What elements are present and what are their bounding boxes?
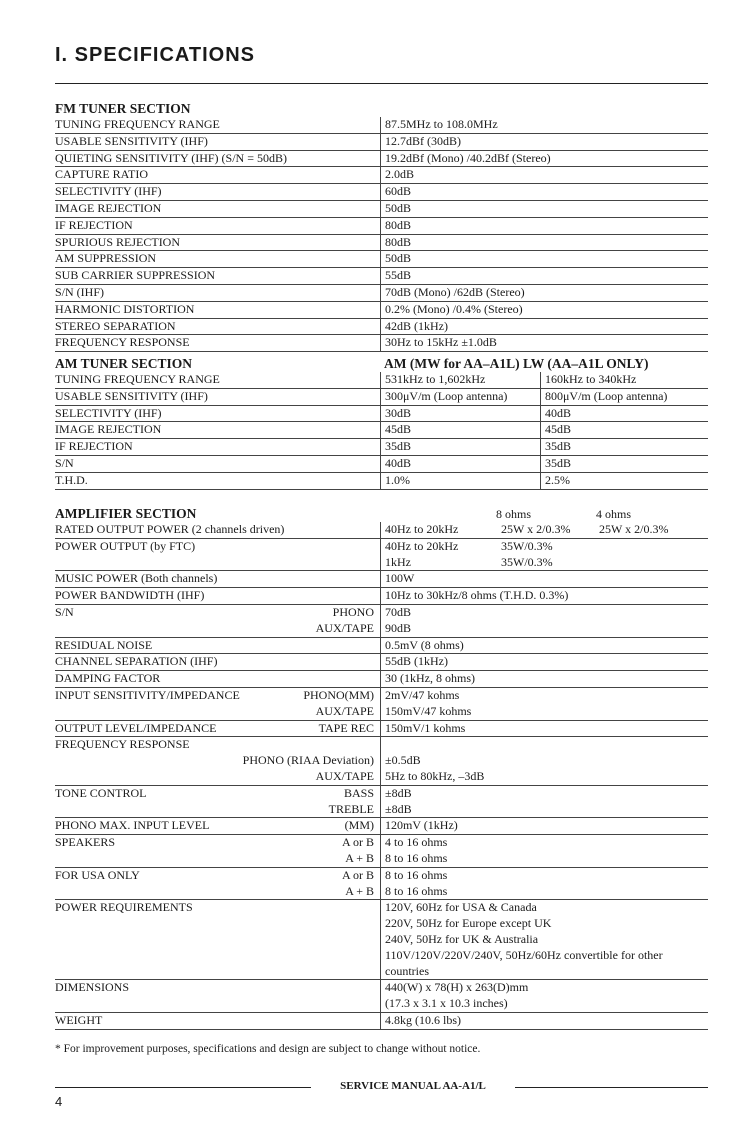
spec-label: FREQUENCY RESPONSE	[55, 335, 190, 350]
am-row	[55, 372, 708, 389]
am-row	[55, 406, 708, 423]
am-value: 300μV/m (Loop antenna)	[380, 389, 540, 405]
spec-value: 80dB	[380, 235, 708, 251]
spec-value: 70dB (Mono) /62dB (Stereo)	[380, 285, 708, 301]
lw-value: 2.5%	[540, 473, 708, 489]
row-output-level: OUTPUT LEVEL/IMPEDANCE TAPE REC 150mV/1 kohms	[55, 721, 708, 738]
spec-value: 42dB (1kHz)	[380, 319, 708, 335]
footer-rule-right	[515, 1087, 708, 1088]
fm-row	[55, 151, 708, 168]
spec-label: IMAGE REJECTION	[55, 200, 162, 215]
lw-value: 35dB	[540, 456, 708, 472]
fm-row	[55, 184, 708, 201]
col-8-ohms: 8 ohms	[496, 507, 532, 521]
amp-section-heading: AMPLIFIER SECTION	[55, 506, 197, 521]
spec-label: HARMONIC DISTORTION	[55, 301, 195, 316]
spec-label: SELECTIVITY (IHF)	[55, 184, 162, 199]
fm-row	[55, 268, 708, 285]
am-value: 1.0%	[380, 473, 540, 489]
spec-label: IF REJECTION	[55, 439, 133, 454]
am-value: 45dB	[380, 422, 540, 438]
spec-label: AM SUPPRESSION	[55, 251, 157, 266]
spec-value: 80dB	[380, 218, 708, 234]
row-power-bandwidth: POWER BANDWIDTH (IHF) 10Hz to 30kHz/8 ohms (T.H.D. 0.3%)	[55, 588, 708, 605]
spec-value: 2.0dB	[380, 167, 708, 183]
row-music-power: MUSIC POWER (Both channels) 100W	[55, 571, 708, 588]
row-speakers-aorb: SPEAKERS A or B 4 to 16 ohms	[55, 835, 708, 851]
spec-label: S/N (IHF)	[55, 284, 105, 299]
am-row	[55, 389, 708, 406]
row-channel-separation: CHANNEL SEPARATION (IHF) 55dB (1kHz)	[55, 654, 708, 671]
lw-value: 35dB	[540, 439, 708, 455]
fm-row	[55, 117, 708, 134]
fm-row	[55, 235, 708, 252]
fm-row	[55, 335, 708, 352]
spec-value: 50dB	[380, 201, 708, 217]
spec-label: SELECTIVITY (IHF)	[55, 405, 162, 420]
am-row	[55, 473, 708, 490]
fm-row	[55, 285, 708, 302]
row-tone-bass: TONE CONTROL BASS ±8dB	[55, 786, 708, 802]
am-value: 35dB	[380, 439, 540, 455]
title-divider	[55, 83, 708, 84]
page-title: I. SPECIFICATIONS	[55, 44, 255, 66]
row-tone-treble: TREBLE ±8dB	[55, 802, 708, 819]
lw-value: 800μV/m (Loop antenna)	[540, 389, 708, 405]
row-phono-max: PHONO MAX. INPUT LEVEL (MM) 120mV (1kHz)	[55, 818, 708, 835]
fm-row	[55, 134, 708, 151]
row-freq-response: FREQUENCY RESPONSE	[55, 737, 708, 753]
spec-label: T.H.D.	[55, 472, 88, 487]
am-column-heading: AM (MW for AA–A1L) LW (AA–A1L ONLY)	[384, 356, 649, 371]
spec-value: 0.2% (Mono) /0.4% (Stereo)	[380, 302, 708, 318]
spec-label: SPURIOUS REJECTION	[55, 234, 181, 249]
fm-section-heading: FM TUNER SECTION	[55, 101, 191, 116]
row-residual-noise: RESIDUAL NOISE 0.5mV (8 ohms)	[55, 638, 708, 655]
row-rated-output: RATED OUTPUT POWER (2 channels driven) 40Hz to 20kHz 25W x 2/0.3% 25W x 2/0.3%	[55, 522, 708, 539]
row-damping-factor: DAMPING FACTOR 30 (1kHz, 8 ohms)	[55, 671, 708, 688]
spec-label: STEREO SEPARATION	[55, 318, 176, 333]
spec-value: 19.2dBf (Mono) /40.2dBf (Stereo)	[380, 151, 708, 167]
fm-row	[55, 201, 708, 218]
am-spec-table	[55, 372, 708, 490]
spec-label: S/N	[55, 455, 74, 470]
am-row	[55, 456, 708, 473]
row-input-phono: INPUT SENSITIVITY/IMPEDANCE PHONO(MM) 2mV/47 kohms	[55, 688, 708, 704]
footer-rule-left	[55, 1087, 311, 1088]
page-number: 4	[55, 1094, 63, 1109]
footnote: * For improvement purposes, specifications and design are subject to change without notice.	[55, 1043, 481, 1055]
spec-value: 30Hz to 15kHz ±1.0dB	[380, 335, 708, 351]
fm-row	[55, 302, 708, 319]
lw-value: 45dB	[540, 422, 708, 438]
spec-value: 50dB	[380, 251, 708, 267]
spec-label: USABLE SENSITIVITY (IHF)	[55, 133, 208, 148]
row-input-aux: AUX/TAPE 150mV/47 kohms	[55, 704, 708, 721]
col-4-ohms: 4 ohms	[596, 507, 632, 521]
row-dimensions: DIMENSIONS 440(W) x 78(H) x 263(D)mm (17.3 x 3.1 x 10.3 inches)	[55, 980, 708, 1013]
am-tuner-section	[55, 356, 708, 490]
footer-title: SERVICE MANUAL AA-A1/L	[340, 1080, 486, 1092]
spec-label: TUNING FREQUENCY RANGE	[55, 117, 220, 131]
spec-value: 12.7dBf (30dB)	[380, 134, 708, 150]
spec-value: 55dB	[380, 268, 708, 284]
spec-value: 60dB	[380, 184, 708, 200]
row-power-requirements: POWER REQUIREMENTS 120V, 60Hz for USA & Canada 220V, 50Hz for Europe except UK 240V, 50Hz for UK & Australia 110V/120V/220V/240V, 50Hz/60Hz convertible for other countries	[55, 900, 708, 980]
lw-value: 160kHz to 340kHz	[540, 372, 708, 388]
spec-label: USABLE SENSITIVITY (IHF)	[55, 388, 208, 403]
row-speakers-apb: A + B 8 to 16 ohms	[55, 851, 708, 868]
fm-row	[55, 167, 708, 184]
spec-label: SUB CARRIER SUPPRESSION	[55, 268, 216, 283]
row-sn-phono: S/N PHONO 70dB	[55, 605, 708, 621]
fm-tuner-section	[55, 101, 708, 352]
spec-label: IMAGE REJECTION	[55, 422, 162, 437]
am-row	[55, 439, 708, 456]
row-usa-apb: A + B 8 to 16 ohms	[55, 884, 708, 901]
spec-label: QUIETING SENSITIVITY (IHF) (S/N = 50dB)	[55, 150, 287, 165]
row-usa-aorb: FOR USA ONLY A or B 8 to 16 ohms	[55, 868, 708, 884]
row-freq-aux: AUX/TAPE 5Hz to 80kHz, –3dB	[55, 769, 708, 786]
spec-label: TUNING FREQUENCY RANGE	[55, 372, 220, 386]
amplifier-section	[55, 506, 708, 1030]
am-value: 30dB	[380, 406, 540, 422]
lw-value: 40dB	[540, 406, 708, 422]
am-section-heading: AM TUNER SECTION	[55, 356, 193, 371]
am-row	[55, 422, 708, 439]
am-value: 531kHz to 1,602kHz	[380, 372, 540, 388]
page-footer	[55, 1080, 708, 1094]
row-weight: WEIGHT 4.8kg (10.6 lbs)	[55, 1013, 708, 1030]
spec-label: IF REJECTION	[55, 217, 133, 232]
row-freq-phono: PHONO (RIAA Deviation) ±0.5dB	[55, 753, 708, 769]
fm-row	[55, 218, 708, 235]
spec-value: 87.5MHz to 108.0MHz	[380, 117, 708, 133]
row-ftc-2: 1kHz 35W/0.3%	[55, 555, 708, 572]
fm-spec-table	[55, 117, 708, 352]
spec-label: CAPTURE RATIO	[55, 167, 149, 182]
am-value: 40dB	[380, 456, 540, 472]
row-sn-aux: AUX/TAPE 90dB	[55, 621, 708, 638]
row-ftc-1: POWER OUTPUT (by FTC) 40Hz to 20kHz 35W/0.3%	[55, 539, 708, 555]
fm-row	[55, 319, 708, 336]
fm-row	[55, 251, 708, 268]
